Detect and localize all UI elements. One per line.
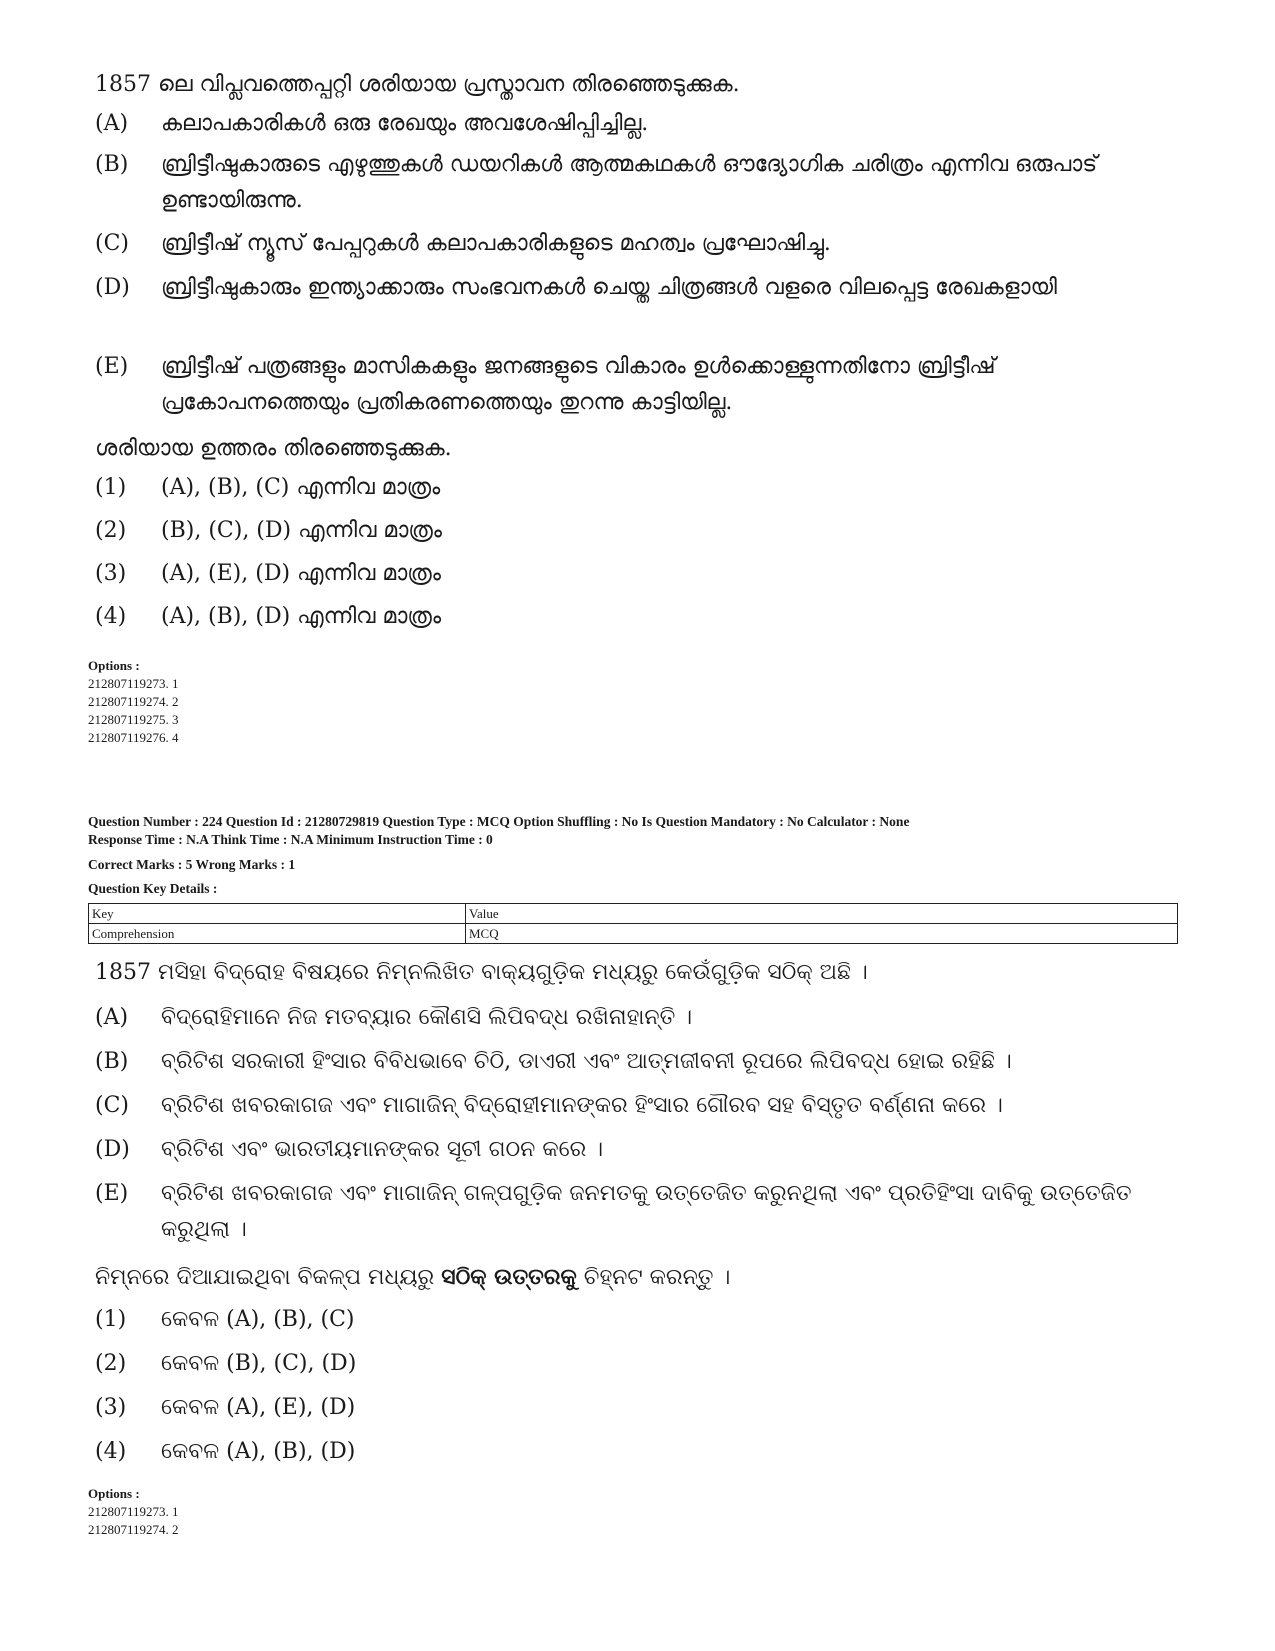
table-cell: Value [466, 904, 1178, 924]
statement-label: (A) [95, 1005, 129, 1030]
option-id: 212807119274. 2 [88, 1522, 179, 1537]
table-row [89, 924, 1178, 944]
question-prompt: ശരിയായ ഉത്തരം തിരഞ്ഞെടുക്കുക. [95, 436, 452, 461]
answer-label: (4) [95, 1439, 127, 1464]
answer-label: (3) [95, 1395, 127, 1420]
statement-text: ବ୍ରିଟିଶ ଖବରକାଗଜ ଏବଂ ମାଗାଜିନ୍ ଗଳ୍ପଗୁଡ଼ିକ ଜନମତକୁ ଉତ୍ତେଜିତ କରୁନଥିଲା ଏବଂ ପ୍ରତିହିଂସା ଦାବିକୁ ଉତ୍ତେଜିତ କରୁଥିଲା । [161, 1181, 1132, 1242]
answer-text: କେବଳ (A), (E), (D) [161, 1395, 356, 1420]
table-row [89, 904, 1178, 924]
answer-text: କେବଳ (A), (B), (C) [161, 1307, 355, 1332]
question-meta-line: Response Time : N.A Think Time : N.A Minimum Instruction Time : 0 [88, 832, 493, 847]
statement-text: ബ്രിട്ടീഷുകാരുടെ എഴുത്തുകൾ ഡയറികൾ ആത്മകഥകൾ ഔദ്യോഗിക ചരിത്രം എന്നിവ ഒരുപാട് ഉണ്ടായിരുന്നു. [161, 152, 1098, 213]
answer-label: (2) [95, 1351, 127, 1376]
answer-label: (1) [95, 475, 127, 500]
statement-label: (B) [95, 1049, 129, 1074]
statement-label: (B) [95, 152, 129, 177]
statement-text: ബ്രിട്ടീഷ് ന്യൂസ് പേപ്പറുകൾ കലാപകാരികളുടെ മഹത്വം പ്രഘോഷിച്ചു. [161, 231, 831, 256]
answer-label: (2) [95, 518, 127, 543]
question-meta-line: Correct Marks : 5 Wrong Marks : 1 [88, 857, 296, 872]
prompt-text: ନିମ୍ନରେ ଦିଆଯାଇଥିବା ବିକଳ୍ପ ମଧ୍ୟରୁ [95, 1265, 442, 1290]
statement-label: (D) [95, 275, 130, 300]
option-id: 212807119273. 1 [88, 676, 179, 691]
answer-text: (A), (E), (D) എന്നിവ മാത്രം [161, 561, 441, 586]
question-key-table [88, 903, 1178, 944]
table-cell: Key [89, 904, 466, 924]
statement-text: കലാപകാരികൾ ഒരു രേഖയും അവശേഷിപ്പിച്ചില്ല. [161, 111, 649, 136]
statement-text: ബ്രിട്ടീഷ് പത്രങ്ങളും മാസികകളും ജനങ്ങളുടെ വികാരം ഉൾക്കൊള്ളുന്നതിനോ ബ്രിട്ടീഷ് പ്രകോപനത്തെയും പ്രതികരണത്തെയും തുറന്നു കാട്ടിയില്ല. [161, 354, 996, 415]
answer-text: (A), (B), (C) എന്നിവ മാത്രം [161, 475, 441, 500]
option-id: 212807119275. 3 [88, 712, 179, 727]
answer-text: କେବଳ (B), (C), (D) [161, 1351, 357, 1376]
answer-text: (A), (B), (D) എന്നിവ മാത്രം [161, 604, 442, 629]
statement-text: ബ്രിട്ടീഷുകാരും ഇന്ത്യാക്കാരും സംഭവനകൾ ചെയ്ത ചിത്രങ്ങൾ വളരെ വിലപ്പെട്ട രേഖകളായി [161, 275, 1057, 300]
option-id: 212807119273. 1 [88, 1504, 179, 1519]
statement-text: ବିଦ୍ରୋହିମାନେ ନିଜ ମତବ୍ୟାର କୌଣସି ଲିପିବଦ୍ଧ ରଖିନାହାନ୍ତି । [161, 1005, 693, 1030]
answer-label: (1) [95, 1307, 127, 1332]
question-stem: 1857 ମସିହା ବିଦ୍ରୋହ ବିଷୟରେ ନିମ୍ନଲିଖିତ ବାକ୍ୟଗୁଡ଼ିକ ମଧ୍ୟରୁ କେଉଁଗୁଡ଼ିକ ସଠିକ୍ ଅଛି । [95, 960, 868, 985]
statement-text: ବ୍ରିଟିଶ ଏବଂ ଭାରତୀୟମାନଙ୍କର ସୂଚୀ ଗଠନ କରେ । [161, 1137, 604, 1162]
options-heading: Options : [88, 658, 140, 673]
statement-label: (D) [95, 1137, 130, 1162]
answer-text: କେବଳ (A), (B), (D) [161, 1439, 356, 1464]
table-cell: MCQ [466, 924, 1178, 944]
statement-label: (A) [95, 111, 129, 136]
statement-text: ବ୍ରିଟିଶ ସରକାରୀ ହିଂସାର ବିବିଧଭାବେ ଚିଠି, ଡାଏରୀ ଏବଂ ଆତ୍ମଜୀବନୀ ରୂପରେ ଲିପିବଦ୍ଧ ହୋଇ ରହିଛି । [161, 1049, 1012, 1074]
question-prompt [95, 1262, 730, 1293]
statement-label: (E) [95, 354, 129, 379]
option-id: 212807119276. 4 [88, 730, 179, 745]
prompt-emphasis: ସଠିକ୍ ଉତ୍ତରକୁ [441, 1264, 577, 1290]
option-id: 212807119274. 2 [88, 694, 179, 709]
answer-text: (B), (C), (D) എന്നിവ മാത്രം [161, 518, 443, 543]
answer-label: (3) [95, 561, 127, 586]
statement-label: (C) [95, 1093, 129, 1118]
table-cell: Comprehension [89, 924, 466, 944]
statement-label: (E) [95, 1181, 129, 1206]
question-key-heading: Question Key Details : [88, 881, 218, 896]
prompt-text: ଚିହ୍ନଟ କରନ୍ତୁ । [576, 1265, 731, 1290]
options-heading: Options : [88, 1486, 140, 1501]
statement-text: ବ୍ରିଟିଶ ଖବରକାଗଜ ଏବଂ ମାଗାଜିନ୍ ବିଦ୍ରୋହୀମାନଙ୍କର ହିଂସାର ଗୌରବ ସହ ବିସ୍ତୃତ ବର୍ଣ୍ଣନା କରେ । [161, 1093, 1003, 1118]
question-meta-line: Question Number : 224 Question Id : 21280729819 Question Type : MCQ Option Shuffling : No Is Question Mandatory : No Calculator : None [88, 814, 910, 829]
answer-label: (4) [95, 604, 127, 629]
question-stem: 1857 ലെ വിപ്ലവത്തെപ്പറ്റി ശരിയായ പ്രസ്താവന തിരഞ്ഞെടുക്കുക. [95, 72, 740, 97]
statement-label: (C) [95, 231, 129, 256]
